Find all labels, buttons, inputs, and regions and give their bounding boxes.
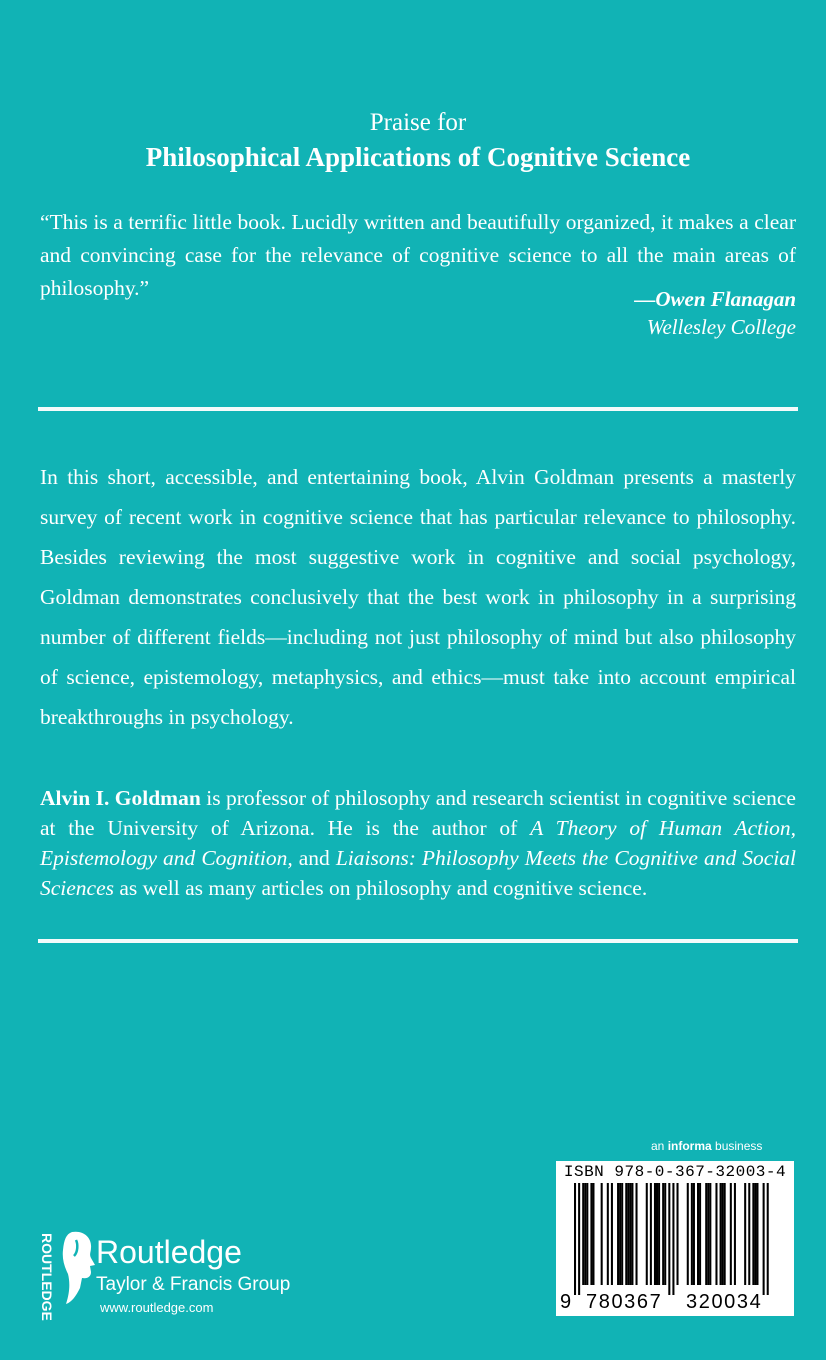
divider-rule bbox=[38, 407, 798, 411]
barcode-bar bbox=[601, 1183, 603, 1285]
barcode-bar bbox=[715, 1183, 717, 1285]
informa-prefix: an bbox=[651, 1139, 668, 1153]
barcode-bar bbox=[590, 1183, 592, 1285]
barcode-bar bbox=[724, 1183, 726, 1285]
book-title: Philosophical Applications of Cognitive Science bbox=[145, 142, 691, 172]
barcode-bar bbox=[722, 1183, 724, 1285]
barcode-bar bbox=[574, 1183, 576, 1295]
barcode-bar bbox=[691, 1183, 693, 1285]
quote-author: —Owen Flanagan bbox=[634, 287, 796, 311]
barcode-bar bbox=[709, 1183, 711, 1285]
barcode-bar bbox=[625, 1183, 627, 1285]
publisher-name: Routledge bbox=[96, 1234, 242, 1270]
bio-text: and bbox=[292, 846, 336, 870]
barcode-bar bbox=[627, 1183, 629, 1285]
barcode-bar bbox=[654, 1183, 656, 1285]
barcode-digit-group: 320034 bbox=[686, 1291, 763, 1313]
barcode-bar bbox=[621, 1183, 623, 1285]
informa-suffix: business bbox=[711, 1139, 763, 1153]
book-reference: A Theory of Human Action, Epistemology and Cognition, bbox=[40, 816, 796, 870]
barcode-bar bbox=[617, 1183, 619, 1285]
barcode-bar bbox=[646, 1183, 648, 1285]
barcode-bar bbox=[636, 1183, 638, 1285]
bio-text: is professor of philosophy and research scientist in cognitive science at the University of Arizona. He is the author of bbox=[40, 786, 796, 840]
publisher-group: Taylor & Francis Group bbox=[96, 1274, 291, 1295]
book-reference: Liaisons: Philosophy Meets the Cognitive and Social Sciences bbox=[40, 846, 796, 900]
barcode-bar bbox=[664, 1183, 666, 1285]
barcode-digit-group: 780367 bbox=[586, 1291, 663, 1313]
barcode-bar bbox=[687, 1183, 689, 1285]
barcode-bar bbox=[668, 1183, 670, 1295]
barcode-bar bbox=[705, 1183, 707, 1285]
bio-text: as well as many articles on philosophy and cognitive science. bbox=[114, 876, 648, 900]
barcode-bar bbox=[586, 1183, 588, 1285]
barcode-bar bbox=[672, 1183, 674, 1295]
barcode-bar bbox=[744, 1183, 746, 1285]
publisher-url: www.routledge.com bbox=[100, 1300, 214, 1315]
barcode-bar bbox=[619, 1183, 621, 1285]
barcode-bar bbox=[763, 1183, 765, 1295]
isbn-label: ISBN 978-0-367-32003-4 bbox=[563, 1163, 787, 1181]
barcode-bar bbox=[734, 1183, 736, 1285]
barcode-bar bbox=[631, 1183, 633, 1285]
barcode-bar bbox=[592, 1183, 594, 1285]
informa-brand: informa bbox=[667, 1139, 712, 1153]
author-bio bbox=[40, 783, 796, 903]
quote-affiliation: Wellesley College bbox=[646, 315, 796, 339]
barcode-bars bbox=[574, 1183, 784, 1295]
barcode-bar bbox=[656, 1183, 658, 1285]
barcode-bar bbox=[584, 1183, 586, 1285]
praise-quote: “This is a terrific little book. Lucidly written and beautifully organized, it makes a clear and convincing case for the relevance of cognitive science to all the main areas of philosophy.” bbox=[40, 210, 796, 300]
informa-business-label bbox=[651, 1139, 762, 1153]
barcode-bar bbox=[693, 1183, 695, 1285]
barcode-first-digit: 9 bbox=[560, 1291, 572, 1313]
routledge-vertical-logo-text: ROUTLEDGE bbox=[39, 1233, 55, 1321]
routledge-head-logo-icon bbox=[58, 1230, 98, 1305]
barcode-bar bbox=[607, 1183, 609, 1285]
barcode-bar bbox=[582, 1183, 584, 1285]
book-description: In this short, accessible, and entertaining book, Alvin Goldman presents a masterly survey of recent work in cognitive science that has particular relevance to philosophy. Besides reviewing the most suggestive work in cognitive and social psychology, Goldman demonstrates conclusively that the best work in philosophy in a surprising number of different fields—including not just philosophy of mind but also philosophy of science, epistemology, metaphysics, and ethics—must take into account empirical breakthroughs in psychology. bbox=[40, 465, 796, 729]
barcode-bar bbox=[752, 1183, 754, 1285]
barcode-bar bbox=[707, 1183, 709, 1285]
barcode-bar bbox=[578, 1183, 580, 1295]
barcode-bar bbox=[699, 1183, 701, 1285]
barcode-bar bbox=[677, 1183, 679, 1285]
barcode-bar bbox=[611, 1183, 613, 1285]
barcode-bar bbox=[767, 1183, 769, 1295]
barcode-bar bbox=[650, 1183, 652, 1285]
barcode-bar bbox=[720, 1183, 722, 1285]
barcode-bar bbox=[629, 1183, 631, 1285]
barcode-bar bbox=[756, 1183, 758, 1285]
barcode-bar bbox=[730, 1183, 732, 1285]
barcode-bar bbox=[754, 1183, 756, 1285]
isbn-barcode bbox=[556, 1161, 794, 1316]
divider-rule bbox=[38, 939, 798, 943]
barcode-bar bbox=[748, 1183, 750, 1285]
barcode-bar bbox=[662, 1183, 664, 1285]
praise-heading: Praise for bbox=[369, 109, 467, 136]
barcode-bar bbox=[658, 1183, 660, 1285]
barcode-bar bbox=[697, 1183, 699, 1285]
author-name: Alvin I. Goldman bbox=[40, 786, 201, 810]
